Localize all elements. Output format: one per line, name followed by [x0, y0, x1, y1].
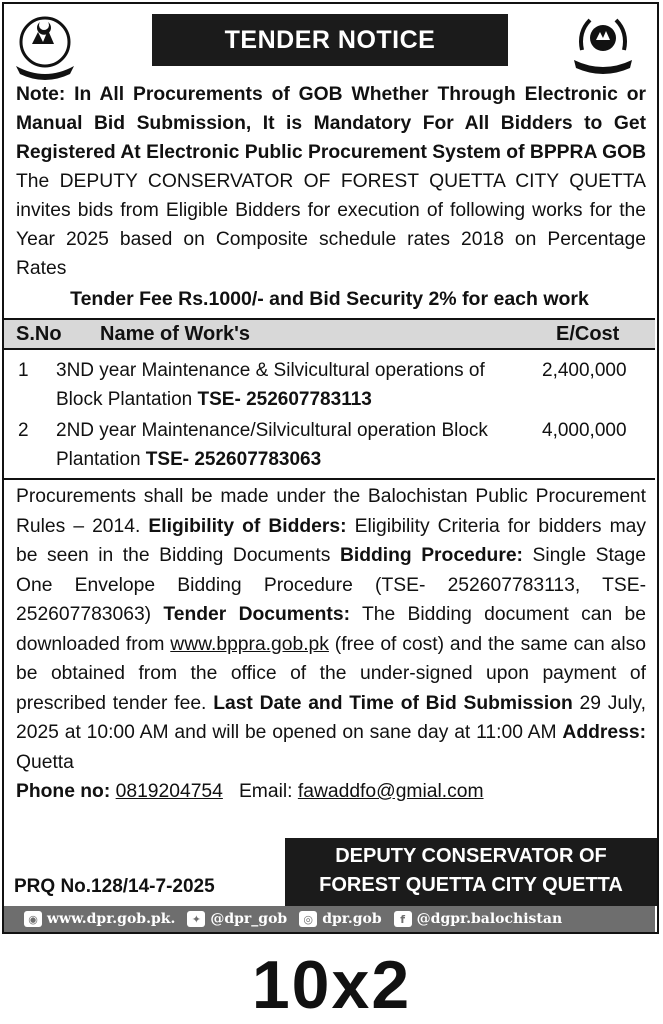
tender-fee-line: Tender Fee Rs.1000/- and Bid Security 2% for each work	[70, 288, 589, 310]
row-sno: 1	[18, 360, 29, 381]
eligibility-label: Eligibility of Bidders:	[148, 515, 347, 537]
footer-website-text: www.dpr.gob.pk.	[47, 911, 176, 927]
row-sno: 2	[18, 420, 29, 441]
footer-facebook-text: @dgpr.balochistan	[416, 911, 563, 927]
col-header-sno: S.No	[16, 323, 62, 345]
row-cost: 4,000,000	[542, 420, 627, 441]
instagram-icon: ◎	[299, 911, 317, 927]
phone-label: Phone no:	[16, 781, 111, 802]
procedure-label: Bidding Procedure:	[339, 545, 523, 566]
address-value: Quetta	[16, 751, 74, 773]
eligibility-text: Eligibility Criteria for bidders may be seen in the Bidding Documents	[16, 515, 647, 566]
footer-instagram[interactable]	[299, 911, 381, 927]
tse-number: TSE- 252607783063	[145, 449, 322, 470]
email-label: Email:	[238, 781, 293, 802]
balochistan-emblem-icon	[10, 10, 80, 80]
address-label: Address:	[562, 722, 646, 743]
bppra-website-link[interactable]: www.bppra.gob.pk	[170, 633, 329, 655]
registration-note: Note: In All Procurements of GOB Whether Through Electronic or Manual Bid Submission, It is Mandatory For All Bidders to Get Registered At Electronic Public Procurement System of BPPRA GOB	[16, 84, 646, 163]
footer-instagram-text: dpr.gob	[322, 911, 382, 927]
rules-text: Procurements shall be made under the Balochistan Public Procurement Rules – 2014.	[16, 486, 646, 537]
tender-details	[16, 482, 646, 807]
email-link[interactable]: fawaddfo@gmial.com	[297, 781, 484, 802]
footer-twitter-text: @dpr_gob	[210, 911, 288, 927]
footer-facebook[interactable]	[394, 911, 562, 927]
footer-website[interactable]	[24, 911, 175, 927]
signature-line-2: FOREST QUETTA CITY QUETTA	[319, 874, 623, 896]
page-title: TENDER NOTICE	[152, 14, 508, 66]
footer-twitter[interactable]	[187, 911, 287, 927]
work-description: 3ND year Maintenance & Silvicultural operations of Block Plantation	[56, 360, 485, 410]
ad-size-label: 10x2	[251, 947, 412, 1023]
work-description: 2ND year Maintenance/Silvicultural operation Block Plantation	[56, 420, 488, 470]
documents-text: The Bidding document can be downloaded from	[16, 604, 646, 655]
row-cost: 2,400,000	[542, 360, 627, 381]
intro-paragraph	[16, 80, 646, 283]
facebook-icon: f	[394, 911, 412, 927]
documents-text-cont: (free of cost) and the same can also be obtained from the office of the under-signed upon payment of prescribed tender fee.	[16, 633, 646, 714]
last-date-label: Last Date and Time of Bid Submission	[213, 692, 573, 714]
last-date-text: 29 July, 2025 at 10:00 AM and will be opened on sane day at 11:00 AM	[16, 692, 646, 743]
phone-link[interactable]: 0819204754	[115, 781, 223, 802]
works-table-header	[4, 318, 655, 350]
globe-icon: ◉	[24, 911, 42, 927]
row-work	[56, 356, 526, 414]
row-work	[56, 416, 526, 474]
col-header-work: Name of Work's	[100, 323, 250, 345]
table-divider	[4, 478, 655, 480]
footer-bar	[4, 906, 655, 932]
government-seal-icon	[568, 10, 638, 80]
signature-line-1: DEPUTY CONSERVATOR OF	[335, 845, 607, 867]
twitter-icon: ✦	[187, 911, 205, 927]
col-header-cost: E/Cost	[556, 323, 620, 345]
procedure-text: Single Stage One Envelope Bidding Procedure (TSE- 252607783113, TSE- 252607783063)	[16, 545, 646, 625]
documents-label: Tender Documents:	[163, 604, 351, 625]
prq-number: PRQ No.128/14-7-2025	[14, 876, 215, 897]
signature-block	[285, 838, 657, 906]
invitation-text: The DEPUTY CONSERVATOR OF FOREST QUETTA CITY QUETTA invites bids from Eligible Bidders for execution of following works for the Year 2025 based on Composite schedule rates 2018 on Percentage Rates	[16, 171, 646, 279]
tse-number: TSE- 252607783113	[197, 389, 372, 410]
